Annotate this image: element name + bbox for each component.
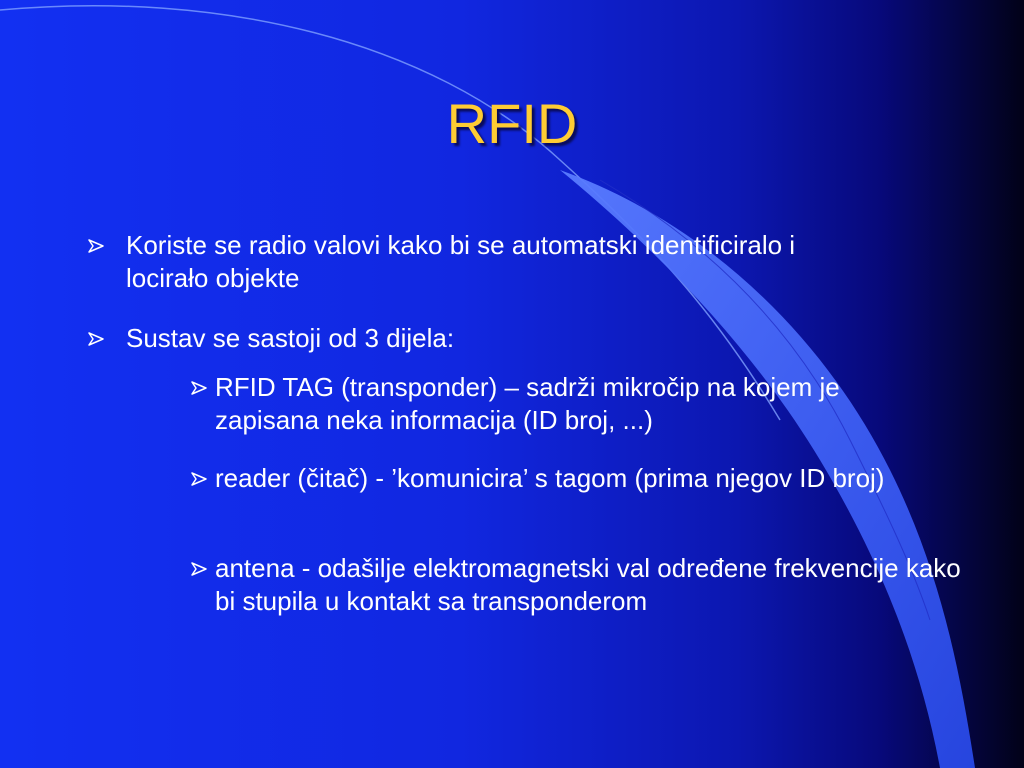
bullet-item: [126, 229, 826, 295]
arrowhead-bullet-icon: [88, 239, 104, 253]
bullet-text: Sustav se sastoji od 3 dijela:: [126, 323, 455, 353]
sub-bullet-text: reader (čitač) - ’komunicira’ s tagom (prima njegov ID broj): [215, 463, 885, 493]
sub-bullet-text: RFID TAG (transponder) – sadrži mikročip na kojem je zapisana neka informacija (ID broj, ...): [215, 372, 840, 435]
arrowhead-bullet-icon: [191, 562, 207, 576]
arrowhead-bullet-icon: [191, 381, 207, 395]
sub-bullet-item: [215, 552, 965, 618]
slide-title: RFID: [446, 92, 578, 155]
sub-bullet-item: [215, 462, 885, 495]
arrowhead-bullet-icon: [191, 472, 207, 486]
bullet-text: Koriste se radio valovi kako bi se automatski identificiralo i locirało objekte: [126, 230, 796, 293]
sub-bullet-text: antena - odašilje elektromagnetski val određene frekvencije kako bi stupila u kontakt sa transponderom: [215, 553, 961, 616]
arrowhead-bullet-icon: [88, 332, 104, 346]
sub-bullet-item: [215, 371, 935, 437]
bullet-item: [126, 322, 826, 355]
